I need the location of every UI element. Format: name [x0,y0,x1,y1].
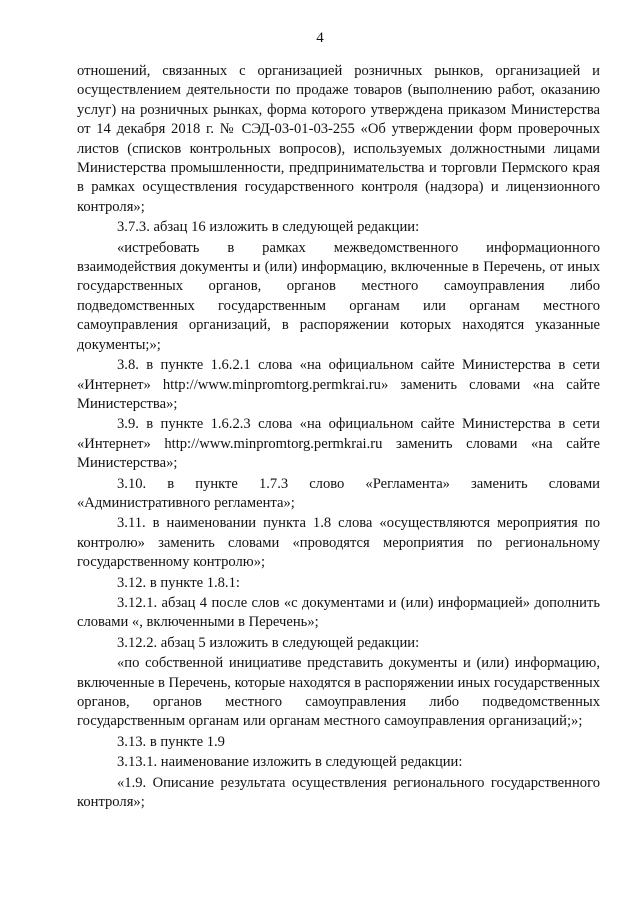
document-paragraph: 3.9. в пункте 1.6.2.3 слова «на официальном сайте Министерства в сети «Интернет» http://www.minpromtorg.permkrai.ru заменить словами «на сайте Министерства»; [77,416,600,472]
document-paragraph: 3.13.1. наименование изложить в следующей редакции: [117,754,463,771]
document-paragraph: 3.7.3. абзац 16 изложить в следующей редакции: [117,219,420,236]
document-paragraph: 3.8. в пункте 1.6.2.1 слова «на официальном сайте Министерства в сети «Интернет» http://www.minpromtorg.permkrai.ru» заменить словами «на сайте Министерства»; [77,357,600,412]
document-paragraph: «1.9. Описание результата осуществления регионального государственного контроля»; [77,774,600,811]
document-paragraph: 3.13. в пункте 1.9 [117,733,225,750]
document-paragraph: 3.10. в пункте 1.7.3 слово «Регламента» заменить словами «Административного регламента»; [77,475,600,511]
document-paragraph: 3.12.2. абзац 5 изложить в следующей редакции: [117,634,420,651]
page-number: 4 [316,30,324,46]
document-body [77,62,600,812]
document-paragraph: «по собственной инициативе представить документы и (или) информацию, включенные в Перечень, которые находятся в распоряжении иных государственных органов, органов местного самоуправления либо подведомственных государственным органам или органам местного самоуправления организаций;»; [77,655,600,730]
document-paragraph: 3.11. в наименовании пункта 1.8 слова «осуществляются мероприятия по контролю» заменить словами «проводятся мероприятия по региональному государственному контролю»; [77,515,600,571]
document-paragraph: отношений, связанных с организацией розничных рынков, организацией и осуществлением деятельности по продаже товаров (выполнению работ, оказанию услуг) на розничных рынках, форма которого утверждена приказом Министерства от 14 декабря 2018 г. № СЭД-03-01-03-255 «Об утверждении форм проверочных листов (списков контрольных вопросов), используемых должностными лицами Министерства промышленности, предпринимательства и торговли Пермского края в рамках осуществления государственного контроля (надзора) и лицензионного контроля»; [77,63,600,215]
document-paragraph: 3.12. в пункте 1.8.1: [117,574,240,591]
document-paragraph: «истребовать в рамках межведомственного информационного взаимодействия документы и (или) информацию, включенные в Перечень, от иных государственных органов, органов местного самоуправления либо подведомственных государственным органам или органам местного самоуправления организаций, в распоряжении которых находятся указанные документы;»; [77,239,600,353]
document-paragraph: 3.12.1. абзац 4 после слов «с документами и (или) информацией» дополнить словами «, включенными в Перечень»; [77,594,600,631]
